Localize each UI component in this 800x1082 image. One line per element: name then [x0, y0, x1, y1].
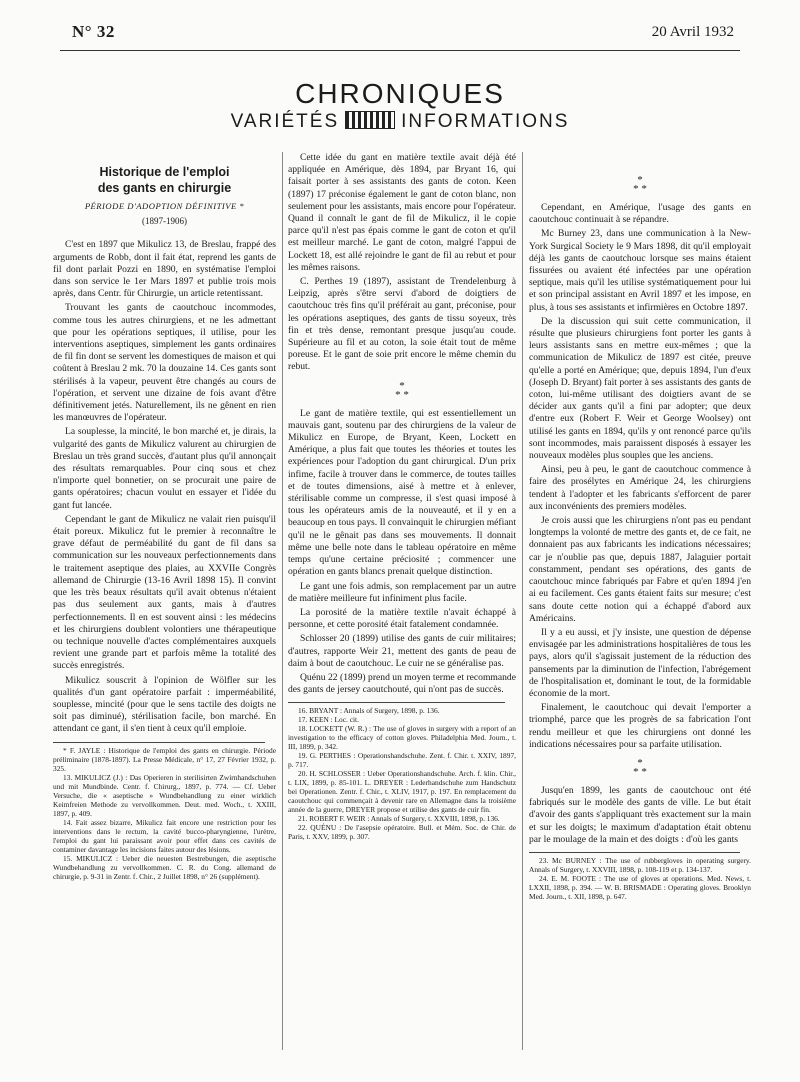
asterism: * * * [633, 174, 647, 195]
article-title-line2: des gants en chirurgie [97, 181, 232, 195]
footnote: 17. KEEN : Loc. cit. [298, 715, 359, 725]
issue-number: N° 32 [72, 22, 115, 41]
footnote: 18. LOCKETT (W. R.) : The use of gloves in surgery with a report of an investigation to the efficacy of cotton gloves. Philadelphia Med. Journ., t. III, 1899, p. 342. [288, 724, 516, 752]
footnote: 13. MIKULICZ (J.) : Das Operieren in sterilisirten Zwirnhandschuhen und mit Mundbinde. Centr. f. Chirurg., 1897, p. 774. — Cf. Ueber Versuche, die « aseptische » Wundbehandlung zu einer wirklich Keimfreien Methode zu vervollkommen. Deut. med. Woch., t. XXIII, 1897, p. 409. [53, 772, 276, 818]
footnote: * F. JAYLE : Historique de l'emploi des gants en chirurgie. Période préliminaire (1878-1897). La Presse Médicale, n° 17, 27 Février 1932, p. 325. [53, 745, 276, 773]
section-left: VARIÉTÉS [230, 111, 340, 132]
footnote: 15. MIKULICZ : Ueber die neuesten Bestrebungen, die aseptische Wundbehandlung zu vervollkommen. C. R. du Cong. allemand de chirurgie, p. 9-31 in Zentr. f. Chir., 2 Juillet 1898, n° 26 (supplément). [53, 853, 276, 881]
paragraph: Il y a eu aussi, et j'y insiste, une question de dépense envisagée par les administrations hospitalières de tous les pays, alors qu'il s'agissait justement de la réduction des pansements par la diminution de l'infection, l'abrégement de l'hospitalisation et, dominant le tout, de la formidable économie de la mort. [529, 626, 751, 699]
paragraph: Jusqu'en 1899, les gants de caoutchouc ont été fabriqués sur le modèle des gants de ville. Le but était d'avoir des gants s'appliquant très exactement sur la main et sur les doigts; le maximum d'adaptation était obtenu par le moulage de la main et des doigts : d'où les gants [529, 784, 751, 845]
paragraph: Mc Burney 23, dans une communication à la New-York Surgical Society le 9 Mars 1898, dit qu'il employait déjà les gants de caoutchouc lorsque ses mains étaient fissurées ou avaient été infectées par une opération septique, mais qu'il les utilise systématiquement pour lui et son principal assistant en Avril 1897 et les impose, en plus, à tous ses assistants et infirmières en Octobre 1897. [529, 228, 751, 313]
footnote: 24. E. M. FOOTE : The use of gloves at operations. Med. News, t. LXXII, 1898, p. 394. — W. B. BRISMADE : Operating gloves. Brooklyn Med. Journ., t. XII, 1898, p. 647. [529, 873, 751, 901]
paragraph: Cette idée du gant en matière textile avait déjà été appliquée en Amérique, dès 1894, par Bryant 16, qui faisait porter à ses assistants des gants de coton. Keen (1897) 17 préconise également le gant de coton blanc, non seulement pour les assistants, mais encore pour l'opérateur. Quand il connaît le gant de fil de Mikulicz, il le copie parce qu'il n'est pas épais comme le gant de coton et qu'il est meilleur marché. Le gant de coton, malgré l'appui de Lockett 18, est allé rejoindre le gant de fil au rebut et pour les mêmes raisons. [288, 152, 516, 273]
article-title-line1: Historique de l'emploi [99, 165, 230, 179]
header-rule [60, 50, 740, 51]
paragraph: Cependant, en Amérique, l'usage des gants en caoutchouc continuait à se répandre. [529, 202, 751, 226]
paragraph: Finalement, le caoutchouc qui devait l'emporter a triomphé, parce que les progrès de sa fabrication l'ont rendu meilleur et que les chirurgiens ont donné les indications nécessaires pour sa parfaite utilisation. [529, 702, 751, 750]
footnotes [288, 706, 516, 841]
issue-date: 20 Avril 1932 [651, 24, 734, 40]
column-rule-1 [282, 152, 283, 1050]
ornament-icon [345, 111, 395, 129]
footnote: 22. QUÉNU : De l'asepsie opératoire. Bull. et Mém. Soc. de Chir. de Paris, t. XXV, 1899, p. 307. [288, 823, 516, 842]
asterism: * * * [395, 379, 409, 401]
footnotes [53, 746, 276, 881]
footnote: 21. ROBERT F. WEIR : Annals of Surgery, t. XXVIII, 1898, p. 136. [298, 814, 500, 824]
column-3 [529, 152, 751, 901]
asterism: * * * [633, 756, 647, 778]
footnote-rule [288, 702, 505, 703]
footnote: 23. Mc BURNEY : The use of rubbergloves in operating surgery. Annals of Surgery, t. XXVIII, 1898, p. 108-119 et p. 134-137. [529, 855, 751, 874]
section-title: CHRONIQUES [295, 78, 505, 109]
article-dates: (1897-1906) [142, 216, 187, 227]
paragraph: La porosité de la matière textile n'avait échappé à personne, et cette porosité était fatalement condamnée. [288, 606, 516, 631]
section-right: INFORMATIONS [401, 111, 570, 132]
column-rule-2 [522, 152, 523, 1050]
paragraph: Quénu 22 (1899) prend un moyen terme et recommande des gants de jersey caoutchouté, qui n'ont pas de succès. [288, 671, 516, 696]
column-1 [53, 152, 276, 881]
column-2 [288, 152, 516, 841]
paragraph: Le gant de matière textile, qui est essentiellement un mauvais gant, soutenu par des chirurgiens de la valeur de Mikulicz en Europe, de Bryant, Keen, Lockett en Amérique, a plus fait que toutes les théories et toutes les expériences pour l'adoption du gant chirurgical. D'un prix infime, facile à trouver dans le commerce, de toutes tailles et de toutes dimensions, aisé à mettre et à enlever, stérilisable comme un compresse, il s'est quasi imposé à tous les opérateurs amis de la nouveauté, et il y en a beaucoup en tous pays. Il convainquit le chirurgien méfiant qu'il ne le gênait pas dans ses mouvements. Il donnait même une belle note dans le tableau opératoire en même temps qu'une certaine préciosité ; commencer une opération en gants blancs prenait quelque distinction. [288, 407, 516, 578]
paragraph: Ainsi, peu à peu, le gant de caoutchouc commence à faire des prosélytes en Amérique 24, les chirurgiens tendent à l'adopter et les fabricants s'efforcent de parer aux inconvénients des premiers modèles. [529, 464, 751, 512]
footnotes [529, 856, 751, 901]
paragraph: La souplesse, la mincité, le bon marché et, je dirais, la vulgarité des gants de Mikulicz valurent au chirurgien de Breslau un très grand succès, d'autant plus qu'il annonçait des résultats remarquables. Pour cinq sous et chez n'importe quel bonnetier, on se procurait une paire de gants opératoires; chacun voulut en essayer et l'idée du gant fut lancée. [53, 426, 276, 511]
paragraph: De la discussion qui suit cette communication, il résulte que plusieurs chirurgiens font porter les gants à leurs assistants sans en mettre eux-mêmes ; que la communication de Mikulicz de 1897 est citée, preuve qu'elle a porté en Amérique; que, depuis 1894, l'un d'eux (Joseph D. Bryant) fait porter à ses assistants des gants de coton, lui-même utilisant des doigtiers avant de se décider aux gants qu'il a fini par adopter; que deux d'entre eux (Robert F. Weir et George Woolsey) ont utilisé les gants en 1894, qu'ils y ont renoncé parce qu'ils sont incommodes, mais paraissent disposés à essayer les nouveaux modèles plus souples que les anciens. [529, 315, 751, 462]
paragraph: Je crois aussi que les chirurgiens n'ont pas eu pendant longtemps la volonté de mettre des gants et, de ce fait, ne donnaient pas aux fabricants les indications nécessaires; car je n'oublie pas que, depuis 1887, Jalaguier portait constamment, pendant ses opérations, des gants de caoutchouc mince fabriqués par Fabre et qu'en 1894 j'en ai eu facilement. Ces gants étaient faits sur mesure; c'est sans doute cette notion qui a échappé d'abord aux Américains. [529, 515, 751, 624]
paragraph: Trouvant les gants de caoutchouc incommodes, comme tous les autres chirurgiens, et ne les admettant que pour les opérations septiques, il utilise, pour les interventions aseptiques, simplement les gants ordinaires de fil fin dont se servent les domestiques de maison et qui coûtent à Breslau 2 mk. 70 la douzaine 14. Ces gants sont stérilisés à la vapeur, peuvent être changés au cours de l'opération, et servent une dizaine de fois avant d'être définitivement jetés. Naturellement, ils ne gênent en rien les manœuvres de l'opérateur. [53, 302, 276, 424]
paragraph: C. Perthes 19 (1897), assistant de Trendelenburg à Leipzig, après s'être servi d'abord de doigtiers de caoutchouc très fins qu'il préférait au gant, préconise, pour les opérations aseptiques, des gants de tissu soyeux, très fin et très dense, remontant presque jusqu'au coude. Supérieure au fil et au coton, la soie était tout de même poreuse. Et le gant de soie prit encore le même chemin du rebut. [288, 276, 516, 373]
article-subtitle: PÉRIODE D'ADOPTION DÉFINITIVE * [84, 201, 245, 211]
paragraph: Cependant le gant de Mikulicz ne valait rien puisqu'il était poreux. Mikulicz fut le premier à reconnaître le grave défaut de perméabilité du gant de fil dans sa communication sur les nouveaux perfectionnements dans le traitement aseptique des plaies, au XXVIIe Congrès allemand de Chirurgie (13-16 Avril 1898 15). Il convint que les très beaux résultats qu'il avait obtenus n'étaient pas dus seulement aux gants, mais à d'autres perfectionnements. Il en est souvent ainsi : les médecins et les chirurgiens doublent volontiers une thérapeutique ou technique nouvelle d'actes complémentaires auxquels revient une grande part et parfois même la totalité des succès enregistrés. [53, 513, 276, 672]
article-title [53, 164, 276, 196]
section-subtitle [0, 111, 800, 133]
footnote-rule [529, 852, 740, 853]
footnote-rule [53, 742, 265, 743]
paragraph: Le gant une fois admis, son remplacement par un autre de matière meilleure fut infiniment plus facile. [288, 580, 516, 604]
paragraph: Schlosser 20 (1899) utilise des gants de cuir militaires; d'autres, rapporte Weir 21, mettent des gants de peau de daim à bout de caoutchouc. Le cuir ne se généralise pas. [288, 633, 516, 669]
footnote: 16. BRYANT : Annals of Surgery, 1898, p. 136. [298, 706, 440, 716]
footnote: 14. Fait assez bizarre, Mikulicz fait encore une restriction pour les interventions dans le rectum, la cavité bucco-pharyngienne, l'urètre, l'emploi du gant lui paraissant avoir pour effet dans ces cavités de contaminer davantage les incisions faites autour des lésions. [53, 817, 276, 854]
footnote: 19. G. PERTHES : Operationshandschuhe. Zent. f. Chir. t. XXIV, 1897, p. 717. [288, 751, 516, 770]
footnote: 20. H. SCHLOSSER : Ueber Operationshandschuhe. Arch. f. klin. Chir., t. LIX, 1899, p. 85-101. L. DREYER : Lederhandschuhe zum Handschutz bei Operationen. Zentr. f. Chir., t. XLIV, 1917, p. 197. En remplacement du caoutchouc qui commençait à devenir rare en Allemagne dans la troisième année de la guerre, DREYER propose et utilise des gants de cuir fin. [288, 769, 516, 815]
paragraph: Mikulicz souscrit à l'opinion de Wölfler sur les qualités d'un gant opératoire parfait : imperméabilité, souplesse, mincité (pour que le sens tactile des doigts ne soit pas diminué), stérilisation facile, bon marché. En attendant ce gant, il s'en tient à ceux qu'il emploie. [53, 674, 276, 735]
paragraph: C'est en 1897 que Mikulicz 13, de Breslau, frappé des arguments de Robb, dont il fait état, reprend les gants de fil dont parlait Pozzi en 1890, en systématise l'emploi dans son service le 1er Mars 1897 et publie trois mois après, dans Centr. für Chirurgie, un article retentissant. [53, 239, 276, 300]
